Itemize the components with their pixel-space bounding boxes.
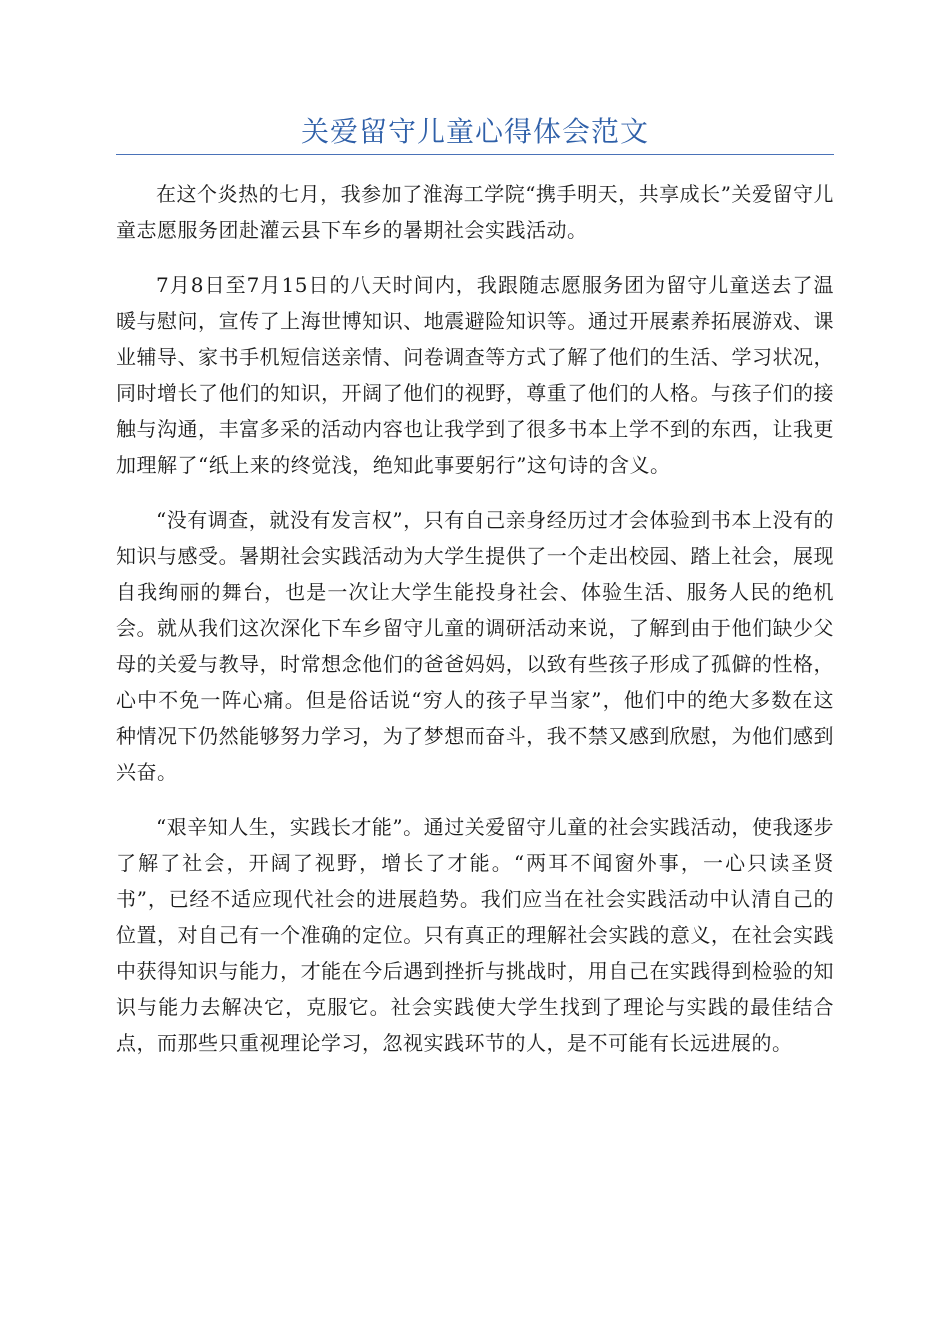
paragraph-2: 7月8日至7月15日的八天时间内，我跟随志愿服务团为留守儿童送去了温暖与慰问，宣传了上海世博知识、地震避险知识等。通过开展素养拓展游戏、课业辅导、家书手机短信送亲情、问卷调查等方式了解了他们的生活、学习状况，同时增长了他们的知识，开阔了他们的视野，尊重了他们的人格。与孩子们的接触与沟通，丰富多采的活动内容也让我学到了很多书本上学不到的东西，让我更加理解了“纸上来的终觉浅，绝知此事要躬行”这句诗的含义。	[116, 273, 834, 477]
paragraph-1: 在这个炎热的七月，我参加了淮海工学院“携手明天，共享成长”关爱留守儿童志愿服务团赴灌云县下车乡的暑期社会实践活动。	[116, 182, 834, 242]
paragraph-3: “没有调查，就没有发言权”，只有自己亲身经历过才会体验到书本上没有的知识与感受。暑期社会实践活动为大学生提供了一个走出校园、踏上社会，展现自我绚丽的舞台，也是一次让大学生能投身社会、体验生活、服务人民的绝机会。就从我们这次深化下车乡留守儿童的调研活动来说，了解到由于他们缺少父母的关爱与教导，时常想念他们的爸爸妈妈，以致有些孩子形成了孤僻的性格，心中不免一阵心痛。但是俗话说“穷人的孩子早当家”，他们中的绝大多数在这种情况下仍然能够努力学习，为了梦想而奋斗，我不禁又感到欣慰，为他们感到兴奋。	[116, 508, 834, 784]
document-body	[116, 176, 834, 1080]
document-title: 关爱留守儿童心得体会范文	[300, 115, 649, 148]
paragraph-4: “艰辛知人生，实践长才能”。通过关爱留守儿童的社会实践活动，使我逐步了解了社会，开阔了视野，增长了才能。“两耳不闻窗外事，一心只读圣贤书”，已经不适应现代社会的进展趋势。我们应当在社会实践活动中认清自己的位置，对自己有一个准确的定位。只有真正的理解社会实践的意义，在社会实践中获得知识与能力，才能在今后遇到挫折与挑战时，用自己在实践得到检验的知识与能力去解决它，克服它。社会实践使大学生找到了理论与实践的最佳结合点，而那些只重视理论学习，忽视实践环节的人，是不可能有长远进展的。	[116, 815, 834, 1055]
title-underline	[116, 154, 834, 155]
